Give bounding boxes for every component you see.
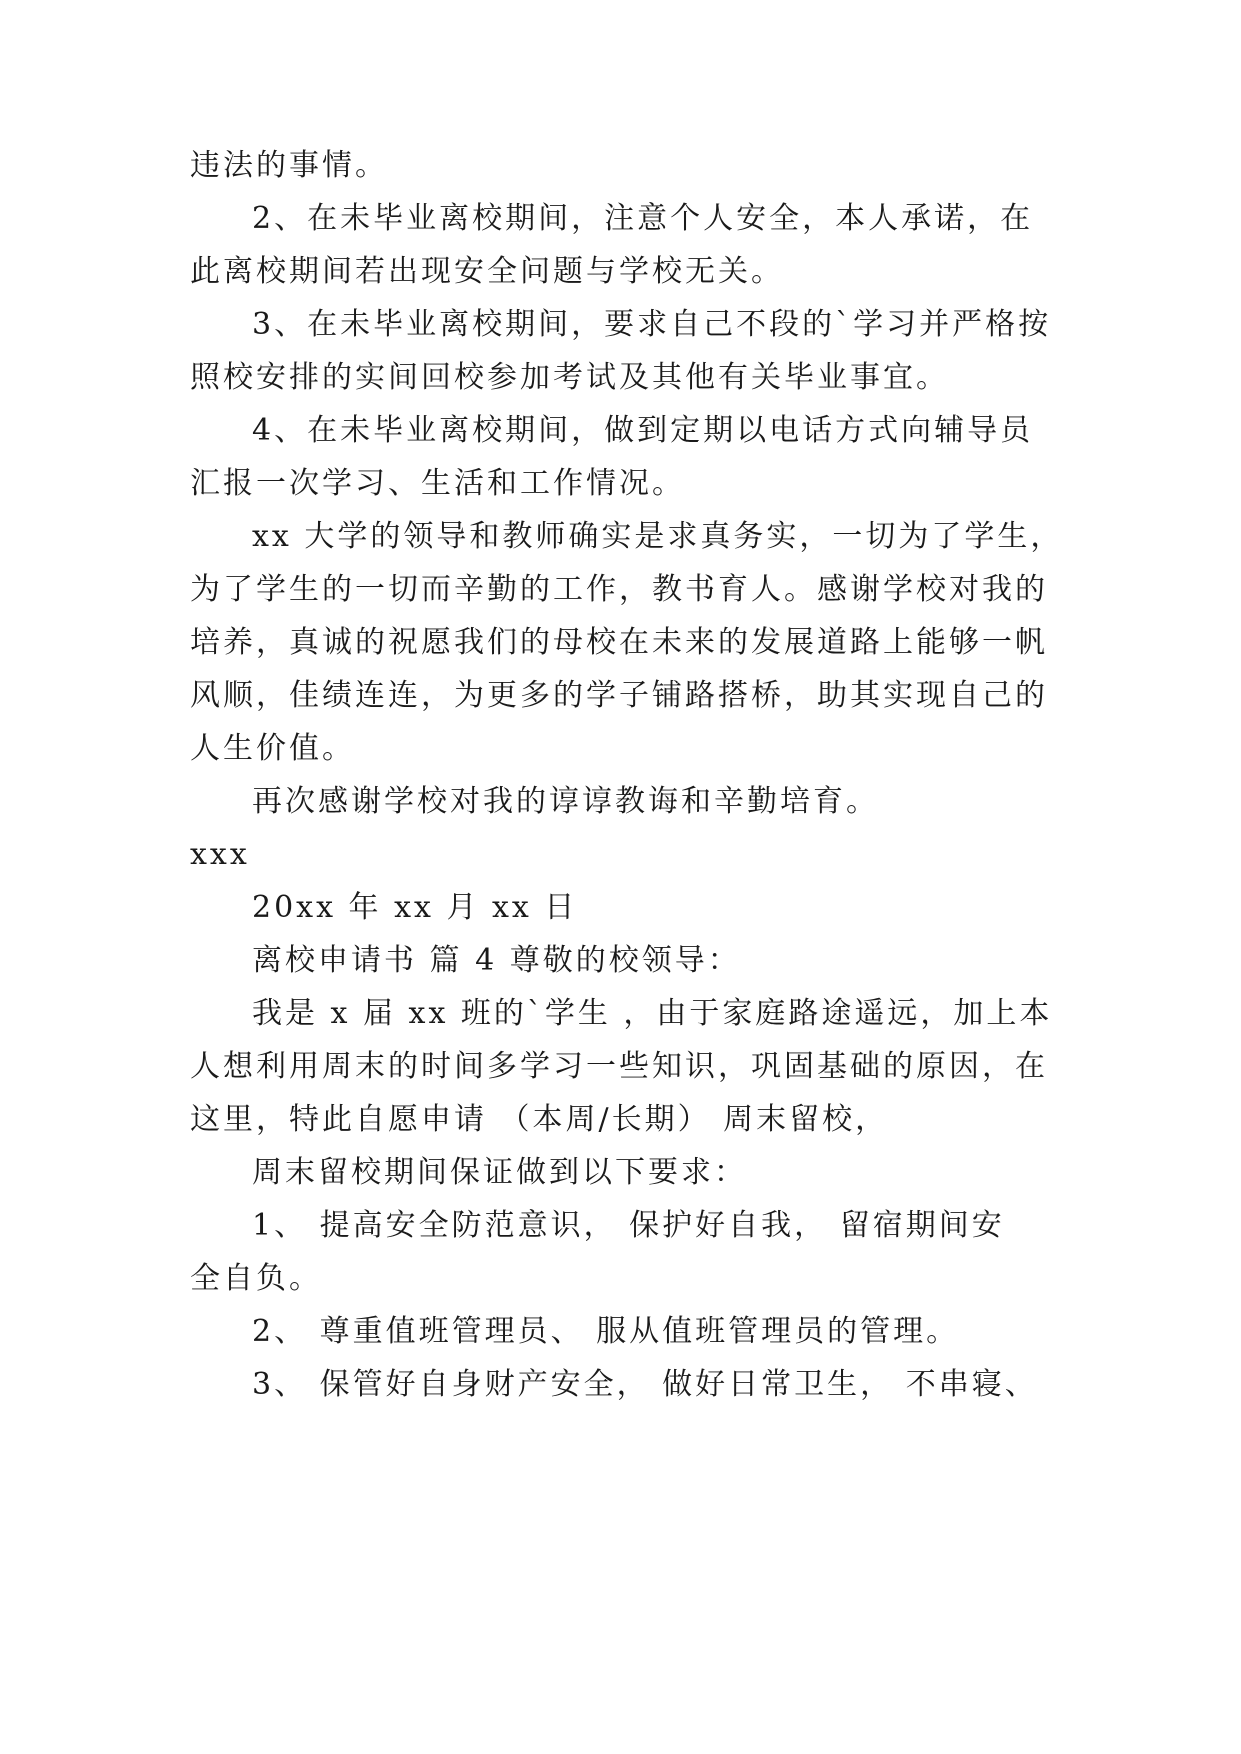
requirement-3-line-1: 3、 保管好自身财产安全， 做好日常卫生， 不串寝、 (252, 1367, 1038, 1402)
thanks-paragraph-line-5: 人生价值。 (190, 731, 355, 766)
requirement-1-line-2: 全自负。 (190, 1261, 322, 1296)
application-paragraph-line-2: 人想利用周末的时间多学习一些知识，巩固基础的原因，在 (190, 1049, 1048, 1084)
requirement-2: 2、 尊重值班管理员、 服从值班管理员的管理。 (252, 1314, 960, 1349)
paragraph-line: 违法的事情。 (190, 148, 388, 183)
thanks-paragraph-line-3: 培养，真诚的祝愿我们的母校在未来的发展道路上能够一帆 (190, 625, 1048, 660)
section-heading: 离校申请书 篇 4 尊敬的校领导： (252, 943, 741, 978)
list-item-2-line-2: 此离校期间若出现安全问题与学校无关。 (190, 254, 784, 289)
list-item-4-line-2: 汇报一次学习、生活和工作情况。 (190, 466, 685, 501)
requirement-1-line-1: 1、 提高安全防范意识， 保护好自我， 留宿期间安 (252, 1208, 1005, 1243)
requirements-intro: 周末留校期间保证做到以下要求： (252, 1155, 747, 1190)
application-paragraph-line-1: 我是 x 届 xx 班的`学生 ，由于家庭路途遥远，加上本 (252, 996, 1053, 1031)
signature-name: xxx (190, 837, 250, 872)
closing-line: 再次感谢学校对我的谆谆教诲和辛勤培育。 (252, 784, 879, 819)
application-paragraph-line-3: 这里，特此自愿申请 （本周/长期） 周末留校， (190, 1102, 889, 1137)
list-item-4-line-1: 4、在未毕业离校期间，做到定期以电话方式向辅导员 (252, 413, 1034, 448)
thanks-paragraph-line-2: 为了学生的一切而辛勤的工作，教书育人。感谢学校对我的 (190, 572, 1048, 607)
signature-date: 20xx 年 xx 月 xx 日 (252, 890, 578, 925)
thanks-paragraph-line-4: 风顺，佳绩连连，为更多的学子铺路搭桥，助其实现自己的 (190, 678, 1048, 713)
list-item-2-line-1: 2、在未毕业离校期间，注意个人安全，本人承诺，在 (252, 201, 1034, 236)
list-item-3-line-2: 照校安排的实间回校参加考试及其他有关毕业事宜。 (190, 360, 949, 395)
thanks-paragraph-line-1: xx 大学的领导和教师确实是求真务实，一切为了学生， (252, 519, 1064, 554)
list-item-3-line-1: 3、在未毕业离校期间，要求自己不段的`学习并严格按 (252, 307, 1052, 342)
